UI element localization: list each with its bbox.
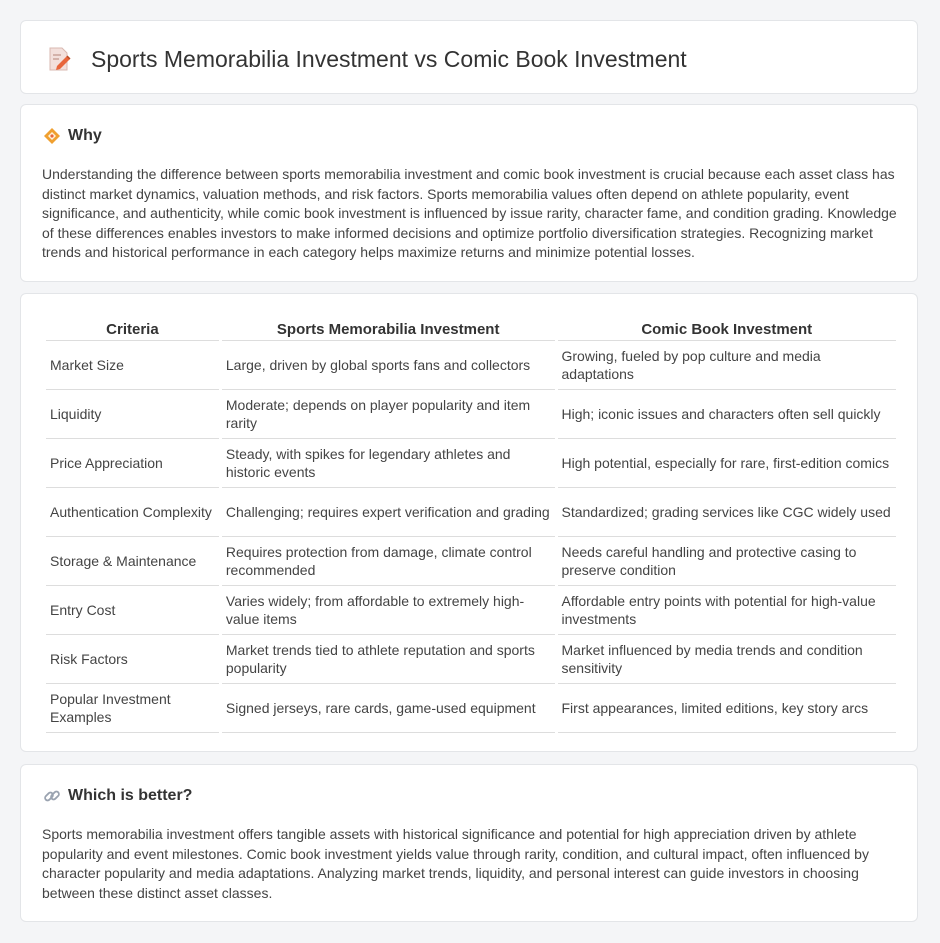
- table-header-row: [46, 316, 896, 341]
- table-row: [46, 586, 896, 635]
- better-title: Which is better?: [68, 787, 193, 804]
- column-header: Sports Memorabilia Investment: [222, 316, 555, 341]
- table-row: [46, 439, 896, 488]
- why-title: Why: [68, 127, 102, 144]
- comparison-section: [20, 293, 918, 752]
- column-header: Criteria: [46, 316, 219, 341]
- comic-cell: High; iconic issues and characters often sell quickly: [558, 390, 897, 439]
- sports-cell: Varies widely; from affordable to extremely high-value items: [222, 586, 555, 635]
- comic-cell: Growing, fueled by pop culture and media adaptations: [558, 341, 897, 390]
- sports-cell: Large, driven by global sports fans and collectors: [222, 341, 555, 390]
- sports-cell: Steady, with spikes for legendary athletes and historic events: [222, 439, 555, 488]
- why-section: [20, 104, 918, 282]
- criteria-cell: Price Appreciation: [46, 439, 219, 488]
- diamond-icon: [43, 127, 61, 145]
- criteria-cell: Market Size: [46, 341, 219, 390]
- criteria-cell: Liquidity: [46, 390, 219, 439]
- column-header: Comic Book Investment: [558, 316, 897, 341]
- table-row: [46, 341, 896, 390]
- table-row: [46, 390, 896, 439]
- comic-cell: Needs careful handling and protective casing to preserve condition: [558, 537, 897, 586]
- comic-cell: Affordable entry points with potential for high-value investments: [558, 586, 897, 635]
- sports-cell: Market trends tied to athlete reputation and sports popularity: [222, 635, 555, 684]
- criteria-cell: Storage & Maintenance: [46, 537, 219, 586]
- table-row: [46, 488, 896, 537]
- sports-cell: Challenging; requires expert verification and grading: [222, 488, 555, 537]
- sports-cell: Moderate; depends on player popularity and item rarity: [222, 390, 555, 439]
- comparison-table: [43, 316, 899, 733]
- document-pen-icon: [47, 46, 71, 72]
- comic-cell: Standardized; grading services like CGC widely used: [558, 488, 897, 537]
- table-row: [46, 537, 896, 586]
- comic-cell: Market influenced by media trends and condition sensitivity: [558, 635, 897, 684]
- title-row: [47, 45, 687, 73]
- which-better-section: [20, 764, 918, 922]
- why-text: Understanding the difference between sports memorabilia investment and comic book investment is crucial because each asset class has distinct market dynamics, valuation methods, and risk factors. Sports memorabilia values often depend on athlete popularity, event significance, and authenticity, while comic book investment is influenced by issue rarity, character fame, and condition grading. Knowledge of these differences enables investors to make informed decisions and optimize portfolio diversification strategies. Recognizing market trends and historical performance in each category helps maximize returns and minimize potential losses.: [42, 166, 897, 260]
- sports-cell: Signed jerseys, rare cards, game-used equipment: [222, 684, 555, 733]
- table-row: [46, 635, 896, 684]
- criteria-cell: Popular Investment Examples: [46, 684, 219, 733]
- sports-cell: Requires protection from damage, climate control recommended: [222, 537, 555, 586]
- better-text: Sports memorabilia investment offers tangible assets with historical significance and potential for high appreciation driven by athlete popularity and event milestones. Comic book investment yields value through rarity, condition, and cultural impact, often influenced by character popularity and media adaptations. Analyzing market trends, liquidity, and personal interest can guide investors in choosing between these distinct asset classes.: [42, 826, 869, 901]
- page-title: Sports Memorabilia Investment vs Comic Book Investment: [91, 46, 687, 72]
- table-row: [46, 684, 896, 733]
- criteria-cell: Entry Cost: [46, 586, 219, 635]
- link-icon: [43, 787, 61, 805]
- criteria-cell: Risk Factors: [46, 635, 219, 684]
- criteria-cell: Authentication Complexity: [46, 488, 219, 537]
- title-card: [20, 20, 918, 94]
- comic-cell: High potential, especially for rare, first-edition comics: [558, 439, 897, 488]
- better-heading: [43, 787, 192, 805]
- comic-cell: First appearances, limited editions, key story arcs: [558, 684, 897, 733]
- why-heading: [43, 127, 102, 145]
